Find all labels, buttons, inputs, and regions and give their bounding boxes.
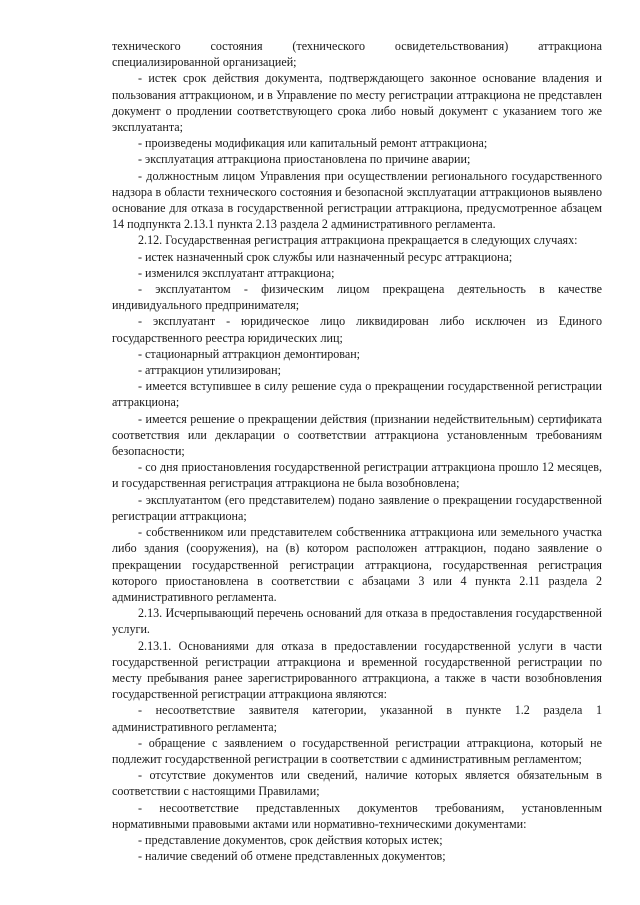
- section-heading-2-13: 2.13. Исчерпывающий перечень оснований для отказа в предоставления государственной услуги.: [112, 606, 602, 637]
- list-item: - наличие сведений об отмене представленных документов;: [138, 849, 446, 864]
- list-item: - эксплуатант - юридическое лицо ликвидирован либо исключен из Единого государственного реестра юридических лиц;: [112, 314, 602, 345]
- list-item: - обращение с заявлением о государственной регистрации аттракциона, который не подлежит государственной регистрации в соответствии с административным регламентом;: [112, 735, 602, 766]
- list-item: - стационарный аттракцион демонтирован;: [138, 346, 361, 361]
- list-item: - собственником или представителем собственника аттракциона или земельного участка либо здания (сооружения), на (в) котором расположен аттракцион, подано заявление о прекращении государственной регистрации аттракциона, государственная регистрация которого приостановлена в соответствии с абзацами 3 или 4 пункта 2.11 раздела 2 административного регламента.: [112, 525, 602, 604]
- list-item: - изменился эксплуатант аттракциона;: [138, 265, 335, 280]
- list-item: - несоответствие заявителя категории, указанной в пункте 1.2 раздела 1 административного регламента;: [112, 703, 602, 734]
- list-item: - аттракцион утилизирован;: [138, 363, 282, 378]
- list-item: - представление документов, срок действия которых истек;: [138, 832, 443, 847]
- list-item: - должностным лицом Управления при осуществлении регионального государственного надзора в области технического состояния и безопасной эксплуатации аттракционов выявлено основание для отказа в государственной регистрации аттракциона, предусмотренное абзацем 14 подпункта 2.13.1 пункта 2.13 раздела 2 административного регламента.: [112, 168, 602, 232]
- list-item: - эксплуатантом (его представителем) подано заявление о прекращении государственной регистрации аттракциона;: [112, 492, 602, 523]
- list-item: - эксплуатантом - физическим лицом прекращена деятельность в качестве индивидуального предпринимателя;: [112, 282, 602, 313]
- list-item: - имеется вступившее в силу решение суда о прекращении государственной регистрации аттракциона;: [112, 379, 602, 410]
- section-heading-2-13-1: 2.13.1. Основаниями для отказа в предоставлении государственной услуги в части государственной регистрации аттракциона и временной государственной регистрации по месту пребывания ранее зарегистрированного аттракциона, а также в части возобновления государственной регистрации аттракциона являются:: [112, 638, 602, 702]
- list-item: - отсутствие документов или сведений, наличие которых является обязательным в соответствии с настоящими Правилами;: [112, 768, 602, 799]
- list-item: - произведены модификация или капитальный ремонт аттракциона;: [138, 136, 488, 151]
- list-item: - со дня приостановления государственной регистрации аттракциона прошло 12 месяцев, и государственная регистрация аттракциона не была возобновлена;: [112, 460, 602, 491]
- list-item: - эксплуатация аттракциона приостановлена по причине аварии;: [138, 152, 471, 167]
- document-body: [112, 38, 602, 864]
- list-item: - несоответствие представленных документов требованиям, установленным нормативными правовыми актами или нормативно-техническими документами:: [112, 800, 602, 831]
- list-item: - имеется решение о прекращении действия (признании недействительным) сертификата соответствия или декларации о соответствии аттракциона установленным требованиям безопасности;: [112, 411, 602, 459]
- list-item: - истек срок действия документа, подтверждающего законное основание владения и пользования аттракционом, и в Управление по месту регистрации аттракциона не представлен документ о продлении соответствующего срока либо новый документ с указанием того же эксплуатанта;: [112, 71, 602, 135]
- list-item: - истек назначенный срок службы или назначенный ресурс аттракциона;: [138, 249, 513, 264]
- paragraph-continuation: технического состояния (технического освидетельствования) аттракциона специализированной организацией;: [112, 39, 602, 70]
- section-heading-2-12: 2.12. Государственная регистрация аттракциона прекращается в следующих случаях:: [138, 233, 578, 248]
